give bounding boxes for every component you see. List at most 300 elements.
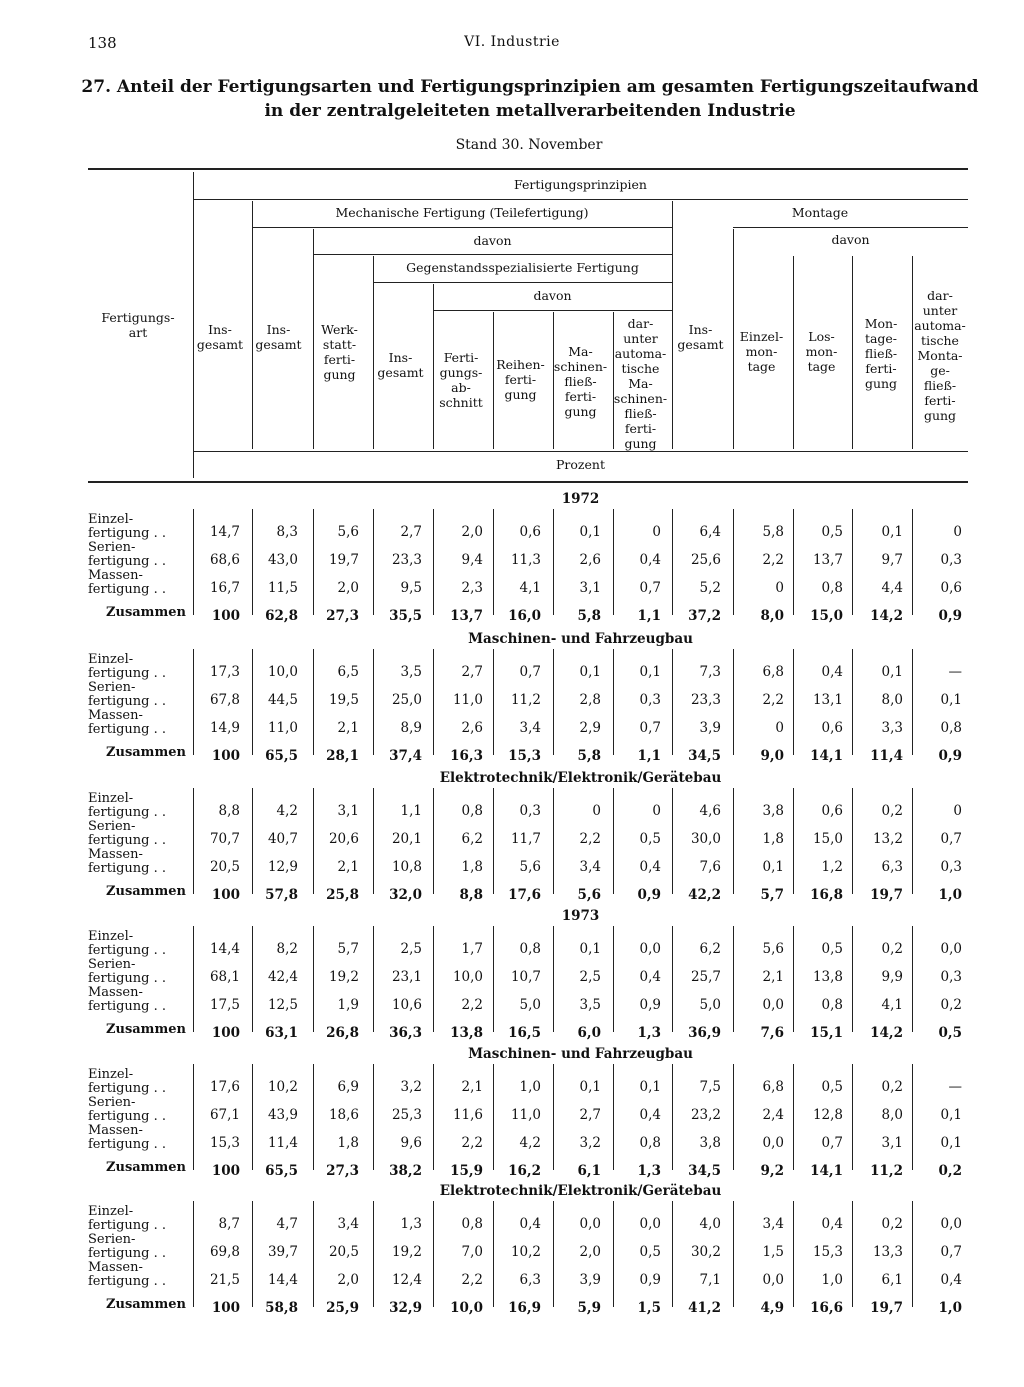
table-cell: 30,0 xyxy=(690,831,721,847)
table-cell: 19,2 xyxy=(328,969,359,985)
table-cell: 0,0 xyxy=(579,1216,601,1232)
row-label: Serien- fertigung . . xyxy=(88,1232,167,1261)
table-cell: 9,0 xyxy=(760,748,784,764)
table-cell: 12,8 xyxy=(812,1107,843,1123)
table-cell: 12,5 xyxy=(267,997,298,1013)
column-header-3: Werk- statt- ferti- gung xyxy=(321,322,358,382)
table-cell: 2,9 xyxy=(579,720,601,736)
table-cell: 0,8 xyxy=(821,997,843,1013)
table-cell: 0,0 xyxy=(762,997,784,1013)
table-cell: 40,7 xyxy=(267,831,298,847)
table-cell: 20,6 xyxy=(328,831,359,847)
table-cell: 13,2 xyxy=(872,831,903,847)
table-cell: 7,6 xyxy=(760,1025,784,1041)
table-cell: 15,0 xyxy=(812,831,843,847)
table-cell: 17,6 xyxy=(508,887,541,903)
table-cell: 12,9 xyxy=(267,859,298,875)
table-subtitle: Stand 30. November xyxy=(455,137,603,153)
rule xyxy=(433,310,672,311)
table-cell: 2,3 xyxy=(461,580,483,596)
table-cell: 0 xyxy=(953,803,962,819)
table-cell: 0,1 xyxy=(881,664,903,680)
table-cell: 16,8 xyxy=(810,887,843,903)
table-cell: 5,9 xyxy=(577,1300,601,1316)
table-cell: 6,0 xyxy=(577,1025,601,1041)
table-cell: 9,5 xyxy=(400,580,422,596)
table-cell: 0,0 xyxy=(639,941,661,957)
table-cell: 2,2 xyxy=(762,552,784,568)
table-cell: 5,0 xyxy=(699,997,721,1013)
table-cell: 3,1 xyxy=(337,803,359,819)
row-label: Einzel- fertigung . . xyxy=(88,1067,167,1096)
table-cell: 6,8 xyxy=(762,1079,784,1095)
table-cell: 20,1 xyxy=(391,831,422,847)
table-cell: 4,2 xyxy=(519,1135,541,1151)
table-cell: 27,3 xyxy=(326,1163,359,1179)
row-label-total: Zusammen xyxy=(106,1297,186,1312)
section-title: Maschinen- und Fahrzeugbau xyxy=(468,1046,693,1062)
table-cell: 1,2 xyxy=(821,859,843,875)
table-cell: 2,6 xyxy=(461,720,483,736)
table-cell: 5,2 xyxy=(699,580,721,596)
row-label: Einzel- fertigung . . xyxy=(88,791,167,820)
table-cell: 36,3 xyxy=(389,1025,422,1041)
table-cell: 8,7 xyxy=(218,1216,240,1232)
table-cell: 0,0 xyxy=(639,1216,661,1232)
table-cell: 6,3 xyxy=(519,1272,541,1288)
table-cell: 16,3 xyxy=(450,748,483,764)
table-cell: 4,1 xyxy=(881,997,903,1013)
table-cell: 1,3 xyxy=(400,1216,422,1232)
table-cell: 13,1 xyxy=(812,692,843,708)
table-cell: 43,0 xyxy=(267,552,298,568)
table-cell: 11,4 xyxy=(267,1135,298,1151)
table-cell: 0,2 xyxy=(881,1079,903,1095)
table-cell: 1,8 xyxy=(762,831,784,847)
table-cell: 0,4 xyxy=(940,1272,962,1288)
table-cell: 5,8 xyxy=(762,524,784,540)
table-cell: 100 xyxy=(211,1163,240,1179)
table-cell: 0 xyxy=(652,524,661,540)
title-line-2: in der zentralgeleiteten metallverarbeitenden Industrie xyxy=(264,101,796,121)
section-title: Maschinen- und Fahrzeugbau xyxy=(468,631,693,647)
table-cell: 3,3 xyxy=(881,720,903,736)
table-cell: 2,5 xyxy=(400,941,422,957)
row-label-total: Zusammen xyxy=(106,1160,186,1175)
table-cell: 23,1 xyxy=(391,969,422,985)
table-cell: 1,0 xyxy=(821,1272,843,1288)
table-cell: 1,3 xyxy=(637,1025,661,1041)
table-cell: 0,8 xyxy=(519,941,541,957)
header-fertigungsprinzipien: Fertigungsprinzipien xyxy=(514,177,647,192)
row-label: Einzel- fertigung . . xyxy=(88,512,167,541)
table-cell: 3,4 xyxy=(519,720,541,736)
table-cell: 57,8 xyxy=(265,887,298,903)
table-cell: 19,7 xyxy=(328,552,359,568)
table-cell: 5,7 xyxy=(337,941,359,957)
table-cell: 0,5 xyxy=(821,1079,843,1095)
table-cell: 25,6 xyxy=(690,552,721,568)
table-cell: 1,1 xyxy=(637,748,661,764)
table-cell: 0,8 xyxy=(940,720,962,736)
table-cell: 0,1 xyxy=(579,524,601,540)
table-cell: 0,4 xyxy=(639,969,661,985)
table-cell: 6,2 xyxy=(699,941,721,957)
table-cell: 0,1 xyxy=(579,664,601,680)
table-cell: 0,1 xyxy=(579,941,601,957)
section-title: 1972 xyxy=(561,491,600,507)
rule xyxy=(193,199,968,200)
table-cell: 10,0 xyxy=(450,1300,483,1316)
table-cell: 0,3 xyxy=(519,803,541,819)
table-cell: 15,3 xyxy=(812,1244,843,1260)
section-title: 1973 xyxy=(561,908,600,924)
table-cell: 9,4 xyxy=(461,552,483,568)
table-cell: 5,8 xyxy=(577,748,601,764)
table-cell: 14,7 xyxy=(209,524,240,540)
table-cell: 0,8 xyxy=(821,580,843,596)
table-cell: 0,1 xyxy=(881,524,903,540)
table-cell: 2,8 xyxy=(579,692,601,708)
table-cell: 0,6 xyxy=(821,803,843,819)
header-prozent: Prozent xyxy=(556,457,605,472)
table-cell: 25,3 xyxy=(391,1107,422,1123)
row-label: Serien- fertigung . . xyxy=(88,540,167,569)
table-cell: 0,7 xyxy=(940,1244,962,1260)
table-cell: 3,2 xyxy=(579,1135,601,1151)
row-label: Serien- fertigung . . xyxy=(88,819,167,848)
table-cell: 19,7 xyxy=(870,887,903,903)
table-cell: 2,6 xyxy=(579,552,601,568)
table-cell: 1,0 xyxy=(519,1079,541,1095)
table-cell: 16,9 xyxy=(508,1300,541,1316)
table-cell: 6,1 xyxy=(881,1272,903,1288)
table-cell: 25,9 xyxy=(326,1300,359,1316)
table-cell: 42,2 xyxy=(688,887,721,903)
table-cell: 0 xyxy=(592,803,601,819)
table-cell: 0,2 xyxy=(881,1216,903,1232)
row-label: Einzel- fertigung . . xyxy=(88,1204,167,1233)
table-cell: 2,2 xyxy=(461,1272,483,1288)
table-cell: 6,8 xyxy=(762,664,784,680)
column-header-11: Los- mon- tage xyxy=(805,329,838,374)
table-cell: 15,9 xyxy=(450,1163,483,1179)
table-cell: 0,4 xyxy=(519,1216,541,1232)
column-header-7: Ma- schinen- fließ- ferti- gung xyxy=(553,344,608,419)
table-cell: 0,7 xyxy=(639,720,661,736)
table-cell: 14,2 xyxy=(870,608,903,624)
table-cell: 2,0 xyxy=(337,580,359,596)
table-cell: 0,1 xyxy=(639,1079,661,1095)
table-cell: 19,5 xyxy=(328,692,359,708)
table-cell: 0,7 xyxy=(519,664,541,680)
table-cell: 4,2 xyxy=(276,803,298,819)
table-cell: 3,4 xyxy=(337,1216,359,1232)
table-cell: 1,0 xyxy=(938,887,962,903)
row-label-total: Zusammen xyxy=(106,605,186,620)
table-cell: 14,2 xyxy=(870,1025,903,1041)
table-cell: 3,8 xyxy=(762,803,784,819)
table-cell: 4,1 xyxy=(519,580,541,596)
table-cell: 9,9 xyxy=(881,969,903,985)
table-cell: 0,5 xyxy=(639,831,661,847)
running-head: VI. Industrie xyxy=(464,34,560,50)
header-fertigungsart: Fertigungs- art xyxy=(101,310,175,340)
table-cell: 0,1 xyxy=(940,1135,962,1151)
table-cell: 0,1 xyxy=(579,1079,601,1095)
table-cell: 5,0 xyxy=(519,997,541,1013)
table-cell: 37,4 xyxy=(389,748,422,764)
column-header-10: Einzel- mon- tage xyxy=(739,329,784,374)
rule xyxy=(373,282,672,283)
table-title xyxy=(60,75,1000,123)
table-cell: 6,2 xyxy=(461,831,483,847)
table-cell: 1,1 xyxy=(637,608,661,624)
table-cell: 19,7 xyxy=(870,1300,903,1316)
table-cell: 32,0 xyxy=(389,887,422,903)
table-cell: 15,3 xyxy=(508,748,541,764)
table-cell: 17,3 xyxy=(209,664,240,680)
table-cell: 8,0 xyxy=(881,692,903,708)
table-cell: 36,9 xyxy=(688,1025,721,1041)
table-cell: 16,7 xyxy=(209,580,240,596)
table-cell: 34,5 xyxy=(688,748,721,764)
table-cell: 3,1 xyxy=(881,1135,903,1151)
table-cell: 2,7 xyxy=(461,664,483,680)
rule xyxy=(733,227,968,228)
table-cell: 3,4 xyxy=(762,1216,784,1232)
table-cell: 11,0 xyxy=(510,1107,541,1123)
table-cell: 5,6 xyxy=(519,859,541,875)
rule xyxy=(252,227,672,228)
table-cell: 9,2 xyxy=(760,1163,784,1179)
table-cell: 0,8 xyxy=(461,1216,483,1232)
table-cell: 4,4 xyxy=(881,580,903,596)
table-cell: 0,5 xyxy=(938,1025,962,1041)
table-cell: 13,8 xyxy=(812,969,843,985)
table-cell: 0,9 xyxy=(938,608,962,624)
table-cell: 2,2 xyxy=(461,1135,483,1151)
row-label: Serien- fertigung . . xyxy=(88,680,167,709)
rule xyxy=(88,481,968,483)
table-cell: 44,5 xyxy=(267,692,298,708)
table-cell: 0,6 xyxy=(940,580,962,596)
table-cell: 2,1 xyxy=(337,720,359,736)
table-cell: 9,6 xyxy=(400,1135,422,1151)
table-cell: 23,3 xyxy=(690,692,721,708)
table-cell: 12,4 xyxy=(391,1272,422,1288)
table-cell: 70,7 xyxy=(209,831,240,847)
table-cell: 0,0 xyxy=(940,941,962,957)
table-cell: 8,0 xyxy=(881,1107,903,1123)
table-cell: 7,0 xyxy=(461,1244,483,1260)
table-cell: 3,2 xyxy=(400,1079,422,1095)
table-cell: 2,0 xyxy=(461,524,483,540)
table-cell: 100 xyxy=(211,608,240,624)
table-cell: 0,0 xyxy=(762,1135,784,1151)
table-cell: 2,2 xyxy=(579,831,601,847)
table-cell: 6,9 xyxy=(337,1079,359,1095)
table-cell: 67,8 xyxy=(209,692,240,708)
table-cell: 100 xyxy=(211,1025,240,1041)
table-cell: 0,1 xyxy=(940,692,962,708)
table-cell: 0,0 xyxy=(940,1216,962,1232)
table-cell: 58,8 xyxy=(265,1300,298,1316)
table-cell: 3,8 xyxy=(699,1135,721,1151)
table-cell: 2,1 xyxy=(762,969,784,985)
table-cell: 0 xyxy=(775,720,784,736)
row-label-total: Zusammen xyxy=(106,1022,186,1037)
column-header-9: Ins- gesamt xyxy=(677,322,724,352)
table-cell: 2,0 xyxy=(579,1244,601,1260)
table-cell: 6,4 xyxy=(699,524,721,540)
table-cell: 7,1 xyxy=(699,1272,721,1288)
table-cell: 0 xyxy=(652,803,661,819)
table-cell: 11,2 xyxy=(870,1163,903,1179)
table-cell: 35,5 xyxy=(389,608,422,624)
section-title: Elektrotechnik/Elektronik/Gerätebau xyxy=(439,1183,722,1199)
table-cell: 0,9 xyxy=(639,1272,661,1288)
table-cell: 0,5 xyxy=(821,941,843,957)
table-cell: 3,4 xyxy=(579,859,601,875)
table-cell: 3,5 xyxy=(579,997,601,1013)
column-header-6: Reihen- ferti- gung xyxy=(496,357,545,402)
column-header-4: Ins- gesamt xyxy=(377,350,424,380)
table-cell: 0,9 xyxy=(938,748,962,764)
table-cell: 68,1 xyxy=(209,969,240,985)
table-cell: 0,9 xyxy=(637,887,661,903)
table-cell: — xyxy=(948,1079,962,1095)
table-cell: 26,8 xyxy=(326,1025,359,1041)
header-davon-montage: davon xyxy=(831,232,870,247)
table-cell: 13,7 xyxy=(450,608,483,624)
table-cell: 0,4 xyxy=(639,552,661,568)
table-cell: 0,4 xyxy=(639,859,661,875)
table-cell: 100 xyxy=(211,748,240,764)
table-cell: 10,2 xyxy=(510,1244,541,1260)
table-cell: 25,8 xyxy=(326,887,359,903)
table-cell: 3,9 xyxy=(699,720,721,736)
table-cell: 4,6 xyxy=(699,803,721,819)
table-cell: 15,3 xyxy=(209,1135,240,1151)
column-header-5: Ferti- gungs- ab- schnitt xyxy=(439,350,483,410)
table-cell: 3,9 xyxy=(579,1272,601,1288)
table-cell: 10,2 xyxy=(267,1079,298,1095)
table-cell: 1,8 xyxy=(461,859,483,875)
header-davon-gegenstand: davon xyxy=(533,288,572,303)
table-cell: 6,3 xyxy=(881,859,903,875)
table-cell: 28,1 xyxy=(326,748,359,764)
table-cell: 7,6 xyxy=(699,859,721,875)
table-cell: 0,1 xyxy=(639,664,661,680)
row-label: Massen- fertigung . . xyxy=(88,847,167,876)
table-cell: 4,7 xyxy=(276,1216,298,1232)
table-cell: 2,4 xyxy=(762,1107,784,1123)
table-cell: 2,0 xyxy=(337,1272,359,1288)
table-cell: 1,1 xyxy=(400,803,422,819)
table-cell: 0,3 xyxy=(940,969,962,985)
table-cell: 20,5 xyxy=(209,859,240,875)
table-cell: 4,9 xyxy=(760,1300,784,1316)
section-title: Elektrotechnik/Elektronik/Gerätebau xyxy=(439,770,722,786)
table-cell: 21,5 xyxy=(209,1272,240,1288)
table-cell: 41,2 xyxy=(688,1300,721,1316)
table-cell: 14,1 xyxy=(810,748,843,764)
table-cell: 0,6 xyxy=(519,524,541,540)
table-cell: 0,4 xyxy=(821,664,843,680)
table-cell: 38,2 xyxy=(389,1163,422,1179)
table-cell: 2,2 xyxy=(461,997,483,1013)
table-cell: 5,6 xyxy=(337,524,359,540)
table-cell: 0,4 xyxy=(821,1216,843,1232)
table-cell: 5,6 xyxy=(577,887,601,903)
table-cell: 17,5 xyxy=(209,997,240,1013)
table-cell: 8,8 xyxy=(459,887,483,903)
table-cell: 63,1 xyxy=(265,1025,298,1041)
table-cell: 0,6 xyxy=(821,720,843,736)
table-cell: 2,1 xyxy=(461,1079,483,1095)
table-cell: 65,5 xyxy=(265,1163,298,1179)
table-cell: 25,0 xyxy=(391,692,422,708)
table-cell: 0,7 xyxy=(940,831,962,847)
table-cell: 14,4 xyxy=(209,941,240,957)
table-cell: 14,1 xyxy=(810,1163,843,1179)
table-cell: 34,5 xyxy=(688,1163,721,1179)
table-cell: 3,1 xyxy=(579,580,601,596)
header-gegenstand: Gegenstandsspezialisierte Fertigung xyxy=(406,260,639,275)
table-cell: 8,2 xyxy=(276,941,298,957)
table-cell: 20,5 xyxy=(328,1244,359,1260)
table-cell: 67,1 xyxy=(209,1107,240,1123)
table-cell: 18,6 xyxy=(328,1107,359,1123)
table-cell: 15,1 xyxy=(810,1025,843,1041)
table-cell: 0,0 xyxy=(762,1272,784,1288)
table-cell: 14,4 xyxy=(267,1272,298,1288)
table-cell: 65,5 xyxy=(265,748,298,764)
column-header-8: dar- unter automa- tische Ma- schinen- fließ- ferti- gung xyxy=(613,316,668,451)
table-cell: 0 xyxy=(775,580,784,596)
table-cell: 7,5 xyxy=(699,1079,721,1095)
table-cell: 25,7 xyxy=(690,969,721,985)
table-cell: 11,6 xyxy=(452,1107,483,1123)
table-cell: 0,1 xyxy=(940,1107,962,1123)
table-cell: 10,7 xyxy=(510,969,541,985)
table-cell: 17,6 xyxy=(209,1079,240,1095)
table-cell: 0,3 xyxy=(639,692,661,708)
table-cell: 10,0 xyxy=(452,969,483,985)
row-label-total: Zusammen xyxy=(106,884,186,899)
row-label: Massen- fertigung . . xyxy=(88,1123,167,1152)
row-label-total: Zusammen xyxy=(106,745,186,760)
table-cell: 2,1 xyxy=(337,859,359,875)
header-davon-mech: davon xyxy=(473,233,512,248)
table-cell: 14,9 xyxy=(209,720,240,736)
table-cell: 11,3 xyxy=(510,552,541,568)
table-cell: 8,8 xyxy=(218,803,240,819)
table-cell: 32,9 xyxy=(389,1300,422,1316)
table-cell: 11,7 xyxy=(510,831,541,847)
table-cell: 30,2 xyxy=(690,1244,721,1260)
table-cell: 13,7 xyxy=(812,552,843,568)
table-cell: 11,4 xyxy=(870,748,903,764)
table-cell: 3,5 xyxy=(400,664,422,680)
table-cell: 16,2 xyxy=(508,1163,541,1179)
table-cell: 39,7 xyxy=(267,1244,298,1260)
table-cell: 1,5 xyxy=(637,1300,661,1316)
rule xyxy=(193,451,968,452)
table-cell: 0,5 xyxy=(639,1244,661,1260)
table-cell: 0,8 xyxy=(461,803,483,819)
